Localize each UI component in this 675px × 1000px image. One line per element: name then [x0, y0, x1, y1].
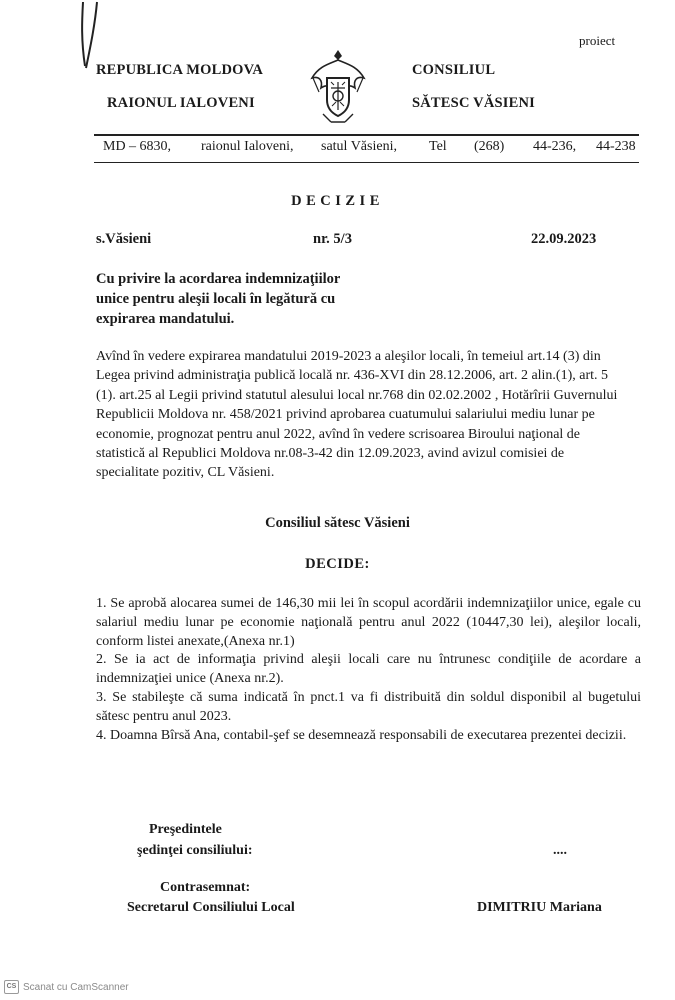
countersigned-label: Contrasemnat: [160, 880, 251, 895]
document-date: 22.09.2023 [531, 231, 597, 247]
address-phone-1: 44-236, [533, 139, 577, 154]
address-phone-2: 44-238 [596, 139, 636, 154]
address-postal-code: MD – 6830, [103, 139, 172, 154]
header-council: CONSILIUL [412, 62, 496, 78]
camscanner-logo-icon: CS [4, 980, 19, 994]
council-heading: Consiliul sătesc Văsieni [265, 515, 410, 531]
decision-item: 1. Se aprobă alocarea sumei de 146,30 mii lei în scopul acordării indemnizaţiilor unice, egale cu salariul mediu lunar pe economie naţională pentru anul 2022 (10447,30 lei), aleşilor locali, conform listei anexate,(Anexa nr.1) [96, 596, 641, 649]
scanner-text: Scanat cu CamScanner [23, 981, 129, 993]
header-country: REPUBLICA MOLDOVA [96, 62, 264, 78]
document-subject [96, 269, 426, 329]
address-village: satul Văsieni, [321, 139, 397, 154]
scanner-watermark [4, 980, 129, 994]
subject-line: Cu privire la acordarea indemnizaţiilor [96, 271, 341, 287]
document-number: nr. 5/3 [313, 231, 352, 247]
president-signature: .... [553, 843, 567, 858]
decision-items [96, 595, 641, 745]
subject-line: expirarea mandatului. [96, 311, 235, 327]
coat-of-arms-icon [309, 48, 367, 126]
decision-item: 3. Se stabileşte că suma indicată în pnct.1 va fi distribuită din soldul disponibil al bugetului sătesc pentru anul 2023. [96, 689, 641, 724]
decision-item: 2. Se ia act de informaţia privind aleşii locali care nu întrunesc condiţiile de acordare a indemnizaţiei unice (Anexa nr.2). [96, 652, 641, 687]
header-rule-top [94, 134, 639, 136]
address-tel-code: (268) [474, 139, 505, 154]
secretary-name: DIMITRIU Mariana [477, 900, 602, 915]
decides-heading: DECIDE: [305, 556, 370, 572]
decision-item: 4. Doamna Bîrsă Ana, contabil-şef se desemnează responsabili de executarea prezentei decizii. [96, 727, 627, 743]
document-place: s.Văsieni [96, 231, 152, 247]
president-subtitle: şedinţei consiliului: [137, 843, 253, 858]
president-title: Preşedintele [149, 822, 222, 837]
draft-label: proiect [579, 33, 616, 48]
header-rule-bottom [94, 162, 639, 163]
preamble-paragraph: Avînd în vedere expirarea mandatului 2019-2023 a aleşilor locali, în temeiul art.14 (3) din Legea privind administraţia publică locală nr. 436-XVI din 28.12.2006, art. 2 alin.(1), art. 5 (1). art.25 al Legii privind statutul alesului local nr.768 din 02.02.2002 , Hotărîrii Guvernului Republicii Moldova nr. 458/2021 privind aprobarea cuatumului salariului mediu lunar pe economie, prognozat pentru anul 2022, avînd în vedere scrisoarea Biroului naţional de statistică al Republici Moldova nr.08-3-42 din 12.09.2023, avind avizul comisiei de specialitate pozitiv, CL Văsieni. [96, 349, 618, 481]
header-council-name: SĂTESC VĂSIENI [412, 95, 536, 111]
secretary-title: Secretarul Consiliului Local [127, 900, 295, 915]
subject-line: unice pentru aleşii locali în legătură cu [96, 291, 336, 307]
address-district: raionul Ialoveni, [201, 139, 294, 154]
header-district: RAIONUL IALOVENI [107, 95, 255, 111]
document-title: DECIZIE [291, 193, 384, 209]
address-tel-label: Tel [429, 139, 447, 154]
